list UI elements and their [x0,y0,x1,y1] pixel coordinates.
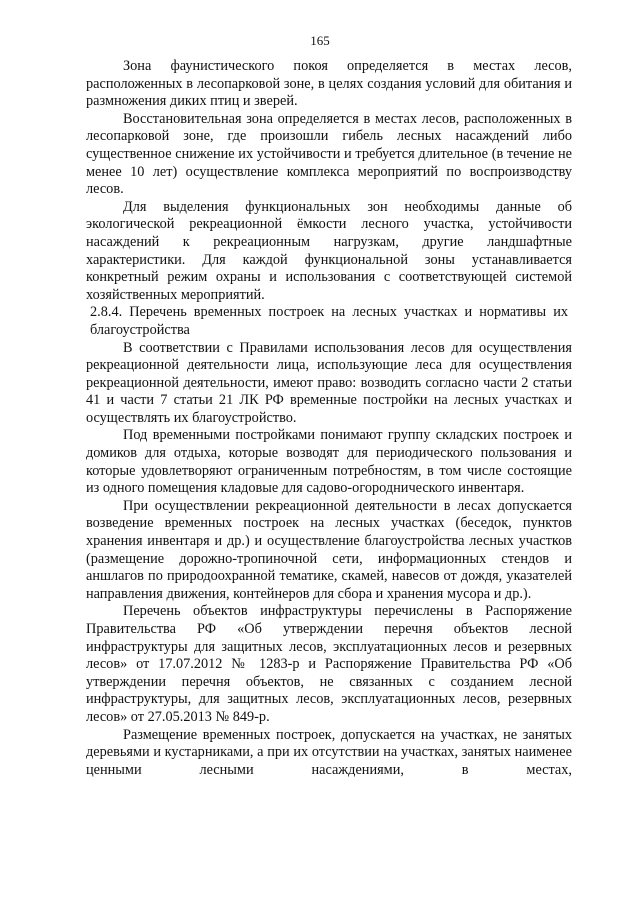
paragraph-fauna-zone: Зона фаунистического покоя определяется в местах лесов, расположенных в лесопарковой зоне, в целях создания условий для обитания и размножения диких птиц и зверей. [86,58,572,110]
paragraph-rules: В соответствии с Правилами использования лесов для осуществления рекреационной деятельности лица, использующие леса для осуществления рекреационной деятельности, имеют право: возводить согласно части 2 статьи 41 и части 7 статьи 21 ЛК РФ временные постройки на лесных участках и осуществлять их благоустройство. [86,339,572,426]
paragraph-infrastructure: Перечень объектов инфраструктуры перечислены в Распоряжение Правительства РФ «Об утверждении перечня объектов лесной инфраструктуры для защитных лесов, эксплуатационных лесов и резервных лесов» от 17.07.2012 № 1283-р и Распоряжение Правительства РФ «Об утверждении перечня объектов, не связанных с созданием лесной инфраструктуры, для защитных лесов, эксплуатационных лесов, резервных лесов» от 27.05.2013 № 849-р. [86,603,572,725]
page-number: 165 [310,33,330,48]
paragraph-placement: Размещение временных построек, допускается на участках, не занятых деревьями и кустарниками, а при их отсутствии на участках, занятых наименее ценными лесными насаждениями, в местах, [86,726,572,778]
paragraph-temporary-buildings: Под временными постройками понимают группу складских построек и домиков для отдыха, которые возводят для периодического пользования и которые удовлетворяют ограниченным потребностям, в том числе состоящие из одного помещения кладовые для садово-огороднического инвентаря. [86,427,572,497]
paragraph-restoration-zone: Восстановительная зона определяется в местах лесов, расположенных в лесопарковой зоне, где произошли гибель лесных насаждений либо существенное снижение их устойчивости и требуется длительное (в течение не менее 10 лет) осуществление комплекса мероприятий по воспроизводству лесов. [86,110,572,198]
paragraph-functional-zones: Для выделения функциональных зон необходимы данные об экологической рекреационной ёмкости лесного участка, устойчивости насаждений к рекреационным нагрузкам, другие ландшафтные характеристики. Для каждой функциональной зоны устанавливается конкретный режим охраны и использования с соответствующей системой хозяйственных мероприятий. [86,198,572,303]
section-heading: 2.8.4. Перечень временных построек на лесных участках и нормативы их благоустройства [90,304,568,338]
page-body [86,58,572,779]
paragraph-recreation: При осуществлении рекреационной деятельности в лесах допускается возведение временных построек на лесных участках (беседок, пунктов хранения инвентаря и др.) и осуществление благоустройства лесных участков (размещение дорожно-тропиночной сети, информационных стендов и аншлагов по природоохранной тематике, скамей, навесов от дождя, указателей направления движения, контейнеров для сбора и хранения мусора и др.). [86,497,572,602]
